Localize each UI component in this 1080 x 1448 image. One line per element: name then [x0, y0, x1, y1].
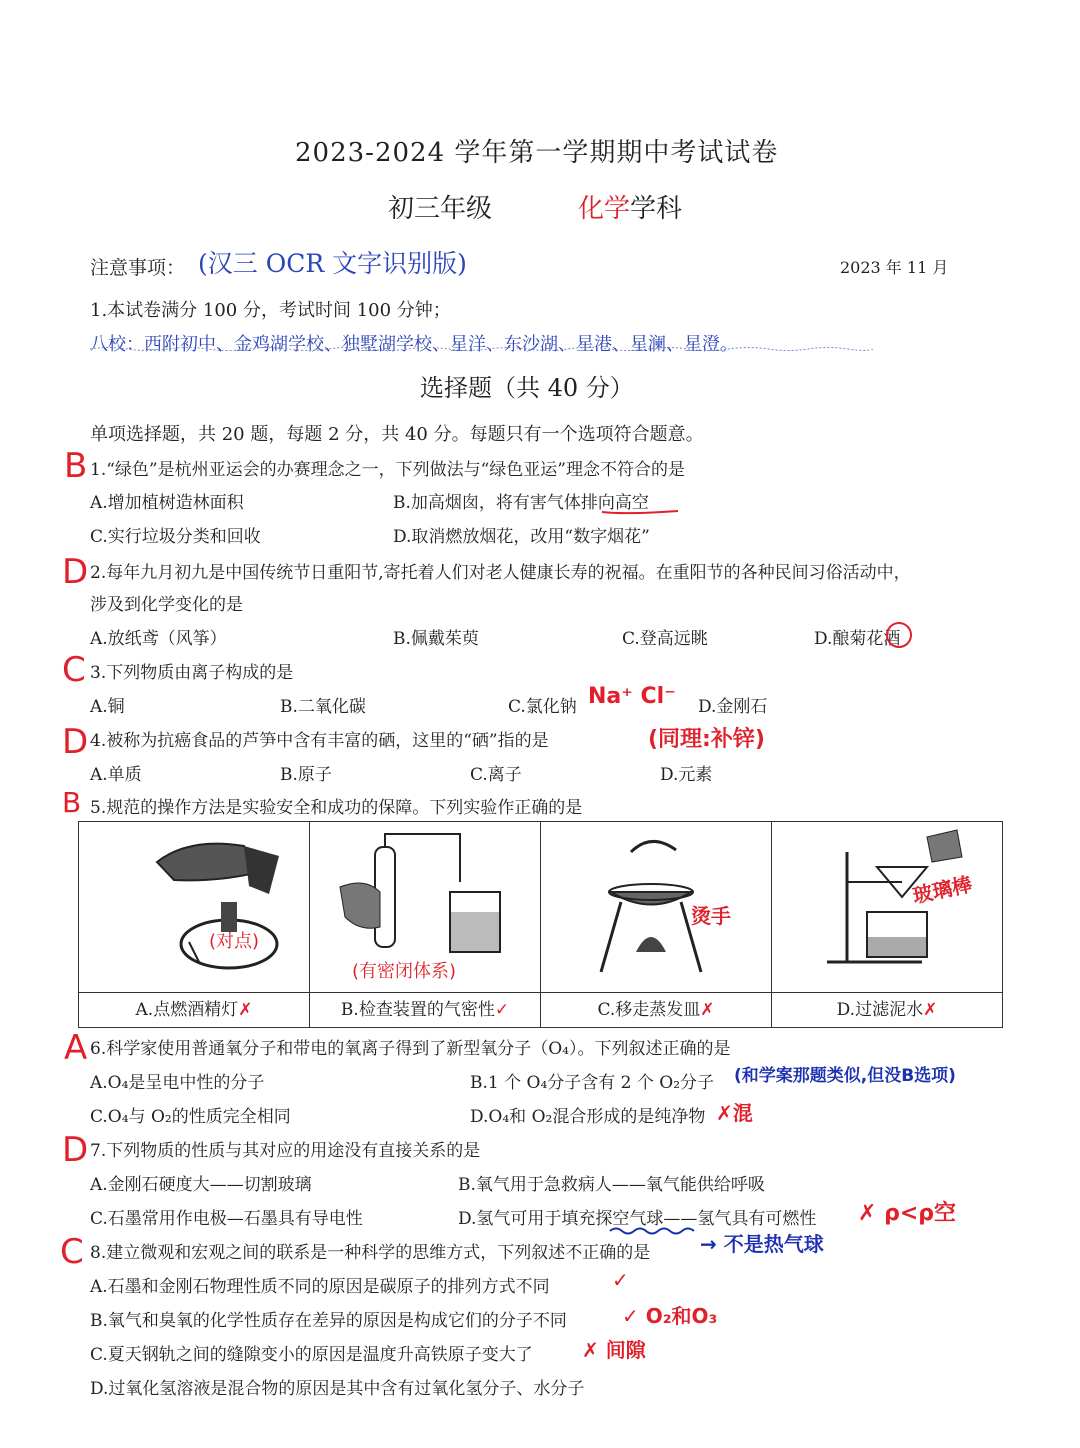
section-title: 选择题（共 40 分）	[420, 374, 634, 402]
caption-a-text: A.点燃酒精灯	[135, 1000, 239, 1020]
q8-option-b: B.氧气和臭氧的化学性质存在差异的原因是构成它们的分子不同	[90, 1311, 567, 1331]
q3-stem: 3.下列物质由离子构成的是	[90, 663, 294, 683]
figure-c-note: 烫手	[691, 904, 731, 928]
q3-option-b: B.二氧化碳	[280, 697, 366, 717]
grade-label: 初三年级	[388, 194, 493, 224]
q8-option-d: D.过氧化氢溶液是混合物的原因是其中含有过氧化氢分子、水分子	[90, 1379, 585, 1399]
figure-a-note: (对点)	[209, 931, 260, 952]
q2-option-b: B.佩戴茱萸	[393, 629, 479, 649]
q7-option-a: A.金刚石硬度大——切割玻璃	[90, 1175, 312, 1195]
figure-b-caption	[310, 993, 541, 1028]
figure-a-caption	[79, 993, 310, 1028]
q7-d-handwritten-note: ✗ ρ<ρ空	[858, 1201, 957, 1226]
answer-mark-q7: D	[62, 1130, 89, 1170]
q3-option-a: A.铜	[90, 697, 125, 717]
q6-stem: 6.科学家使用普通氧分子和带电的氧离子得到了新型氧分子（O₄）。下列叙述正确的是	[90, 1039, 731, 1059]
caption-b-text: B.检查装置的气密性	[340, 1000, 495, 1020]
answer-mark-q1: B	[64, 446, 88, 486]
figure-d-cell	[772, 822, 1003, 993]
q8-option-c: C.夏天钢轨之间的缝隙变小的原因是温度升高铁原子变大了	[90, 1345, 533, 1365]
answer-mark-q3: C	[62, 650, 86, 690]
figure-b-note: (有密闭体系)	[352, 961, 457, 982]
q1-option-d: D.取消燃放烟花，改用“数字烟花”	[393, 527, 650, 547]
school-underline	[88, 345, 878, 353]
figure-a-cell	[79, 822, 310, 993]
figure-d-note: 玻璃棒	[910, 871, 975, 908]
q6-option-a: A.O₄是呈电中性的分子	[90, 1073, 265, 1093]
exam-date: 2023 年 11 月	[840, 258, 949, 277]
q2-option-d: D.酿菊花酒	[814, 629, 901, 649]
answer-mark-q2: D	[62, 552, 89, 592]
q7-option-c: C.石墨常用作电极—石墨具有导电性	[90, 1209, 363, 1229]
q8-b-note: ✓ O₂和O₃	[622, 1304, 718, 1328]
answer-mark-q8: C	[60, 1232, 84, 1272]
answer-mark-q6: A	[64, 1028, 88, 1068]
experiment-figure-table	[78, 821, 1003, 1028]
q3-option-d: D.金刚石	[698, 697, 768, 717]
q2-option-c: C.登高远眺	[622, 629, 708, 649]
ocr-note: (汉三 OCR 文字识别版)	[198, 249, 467, 278]
school-list: 八校：西附初中、金鸡湖学校、独墅湖学校、星洋、东沙湖、星港、星澜、星澄。	[90, 334, 738, 355]
q4-handwritten-note: (同理:补锌)	[648, 727, 765, 752]
q2-circle-mark	[884, 620, 914, 650]
filtration-figure	[772, 822, 1002, 992]
q5-stem: 5.规范的操作方法是实验安全和成功的保障。下列实验作正确的是	[90, 798, 583, 818]
q2-stem: 2.每年九月初九是中国传统节日重阳节,寄托着人们对老人健康长寿的祝福。在重阳节的各种民间习俗活动中，	[90, 563, 911, 583]
q6-b-handwritten-note: (和学案那题类似,但没B选项)	[734, 1066, 956, 1086]
q8-a-mark: ✓	[612, 1268, 629, 1292]
q2-option-a: A.放纸鸢（风筝）	[90, 629, 227, 649]
answer-mark-q5: B	[62, 786, 82, 819]
q1-option-a: A.增加植树造林面积	[90, 493, 244, 513]
q4-option-b: B.原子	[280, 765, 332, 785]
answer-mark-q4: D	[62, 722, 89, 762]
q7-wavy-underline	[608, 1226, 698, 1236]
figure-c-cell	[541, 822, 772, 993]
q8-stem: 8.建立微观和宏观之间的联系是一种科学的思维方式，下列叙述不正确的是	[90, 1243, 651, 1263]
q4-option-a: A.单质	[90, 765, 142, 785]
evaporating-dish-figure	[541, 822, 771, 992]
q7-stem: 7.下列物质的性质与其对应的用途没有直接关系的是	[90, 1141, 481, 1161]
q3-handwritten-note: Na⁺ Cl⁻	[588, 684, 676, 709]
q6-option-d: D.O₄和 O₂混合形成的是纯净物	[470, 1107, 706, 1127]
section-instruction: 单项选择题，共 20 题，每题 2 分，共 40 分。每题只有一个选项符合题意。	[90, 424, 704, 445]
q3-option-c: C.氯化钠	[508, 697, 577, 717]
q1-option-c: C.实行垃圾分类和回收	[90, 527, 261, 547]
q4-option-d: D.元素	[660, 765, 713, 785]
notice-label: 注意事项：	[90, 257, 186, 279]
subject-black: 学科	[630, 194, 683, 224]
caption-c-mark: ✗	[700, 1000, 715, 1020]
q6-d-handwritten-note: ✗混	[716, 1101, 753, 1125]
figure-b-cell	[310, 822, 541, 993]
q6-option-c: C.O₄与 O₂的性质完全相同	[90, 1107, 291, 1127]
q8-c-note: ✗ 间隙	[582, 1338, 646, 1362]
rule-1: 1.本试卷满分 100 分，考试时间 100 分钟；	[90, 300, 451, 321]
q7-balloon-note: → 不是热气球	[700, 1232, 824, 1256]
q8-option-a: A.石墨和金刚石物理性质不同的原因是碳原子的排列方式不同	[90, 1277, 550, 1297]
figure-c-caption	[541, 993, 772, 1028]
caption-d-mark: ✗	[923, 1000, 938, 1020]
q4-option-c: C.离子	[470, 765, 522, 785]
alcohol-lamp-figure	[79, 822, 309, 992]
subject-label	[578, 188, 682, 225]
q4-stem: 4.被称为抗癌食品的芦笋中含有丰富的硒，这里的“硒”指的是	[90, 731, 549, 751]
exam-title: 2023-2024 学年第一学期期中考试试卷	[295, 138, 779, 168]
caption-c-text: C.移走蒸发皿	[597, 1000, 701, 1020]
q1-stem: 1.“绿色”是杭州亚运会的办赛理念之一，下列做法与“绿色亚运”理念不符合的是	[90, 460, 685, 480]
q1-option-b: B.加高烟囱，将有害气体排向高空	[393, 493, 649, 513]
subject-red: 化学	[578, 194, 631, 224]
caption-d-text: D.过滤泥水	[836, 1000, 924, 1020]
q7-option-d: D.氢气可用于填充探空气球——氢气具有可燃性	[458, 1209, 817, 1229]
figure-d-caption	[772, 993, 1003, 1028]
q2-stem-cont: 涉及到化学变化的是	[90, 595, 243, 615]
q6-option-b: B.1 个 O₄分子含有 2 个 O₂分子	[470, 1073, 715, 1093]
q1-underline	[600, 508, 680, 516]
caption-b-mark: ✓	[494, 1000, 510, 1020]
q7-option-b: B.氧气用于急救病人——氧气能供给呼吸	[458, 1175, 765, 1195]
caption-a-mark: ✗	[238, 1000, 253, 1020]
